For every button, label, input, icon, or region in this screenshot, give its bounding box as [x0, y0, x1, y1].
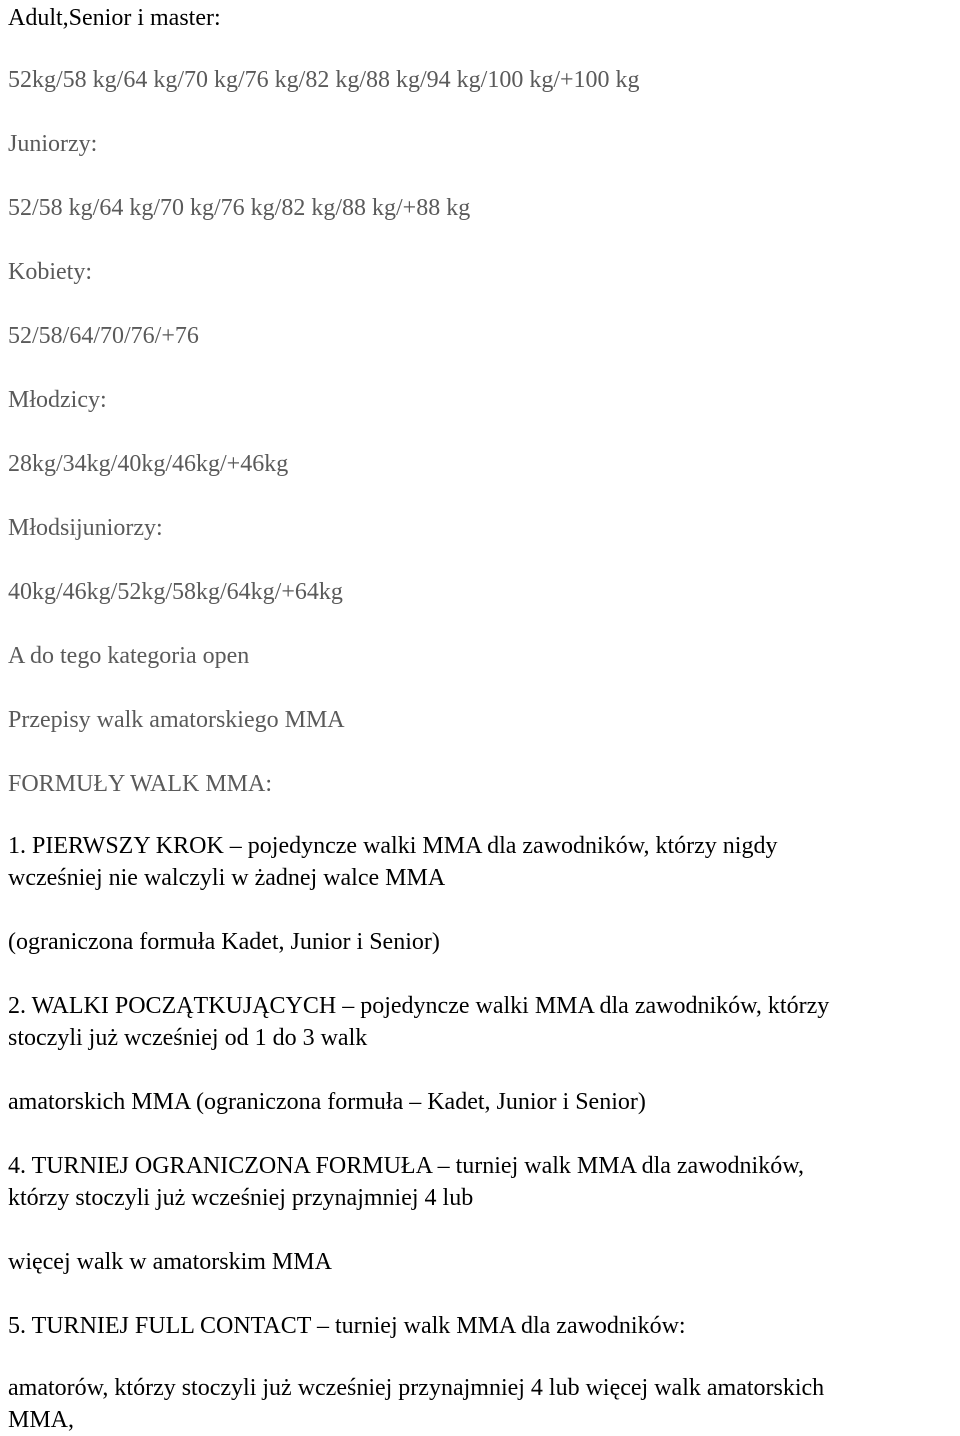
juniors-weight-classes: 52/58 kg/64 kg/70 kg/76 kg/82 kg/88 kg/+88 kg — [8, 195, 471, 221]
formula-note: amatorskich MMA (ograniczona formuła – Kadet, Junior i Senior) — [8, 1089, 646, 1115]
women-category-heading: Kobiety: — [8, 259, 92, 285]
young-juniors-category-heading: Młodsijuniorzy: — [8, 515, 163, 541]
formula-item-full-contact: 5. TURNIEJ FULL CONTACT – turniej walk MMA dla zawodników: — [8, 1313, 686, 1339]
adult-weight-classes: 52kg/58 kg/64 kg/70 kg/76 kg/82 kg/88 kg/94 kg/100 kg/+100 kg — [8, 67, 640, 93]
open-category-note: A do tego kategoria open — [8, 643, 250, 669]
rules-title: Przepisy walk amatorskiego MMA — [8, 707, 345, 733]
formula-text-line: wcześniej nie walczyli w żadnej walce MMA — [8, 865, 446, 891]
formula-text-line: którzy stoczyli już wcześniej przynajmniej 4 lub — [8, 1185, 474, 1211]
formula-note: więcej walk w amatorskim MMA — [8, 1249, 332, 1275]
formula-text-line: 1. PIERWSZY KROK – pojedyncze walki MMA dla zawodników, którzy nigdy — [8, 833, 778, 859]
formula-item-full-contact-detail — [8, 1372, 958, 1436]
formulas-heading: FORMUŁY WALK MMA: — [8, 771, 273, 797]
youth-weight-classes: 28kg/34kg/40kg/46kg/+46kg — [8, 451, 289, 477]
youth-category-heading: Młodzicy: — [8, 387, 107, 413]
young-juniors-weight-classes: 40kg/46kg/52kg/58kg/64kg/+64kg — [8, 579, 343, 605]
women-weight-classes: 52/58/64/70/76/+76 — [8, 323, 199, 349]
formula-item-limited-tournament — [8, 1150, 958, 1214]
juniors-category-heading: Juniorzy: — [8, 131, 98, 157]
adult-category-heading: Adult,Senior i master: — [8, 5, 221, 31]
formula-text-line: 4. TURNIEJ OGRANICZONA FORMUŁA – turniej walk MMA dla zawodników, — [8, 1153, 804, 1179]
formula-text-line: amatorów, którzy stoczyli już wcześniej przynajmniej 4 lub więcej walk amatorskich — [8, 1375, 825, 1401]
formula-item-beginners — [8, 990, 958, 1054]
formula-text-line: 2. WALKI POCZĄTKUJĄCYCH – pojedyncze walki MMA dla zawodników, którzy — [8, 993, 830, 1019]
formula-text-line: stoczyli już wcześniej od 1 do 3 walk — [8, 1025, 368, 1051]
formula-note: (ograniczona formuła Kadet, Junior i Senior) — [8, 929, 440, 955]
formula-text-line: MMA, — [8, 1407, 75, 1433]
formula-item-first-step — [8, 830, 958, 894]
